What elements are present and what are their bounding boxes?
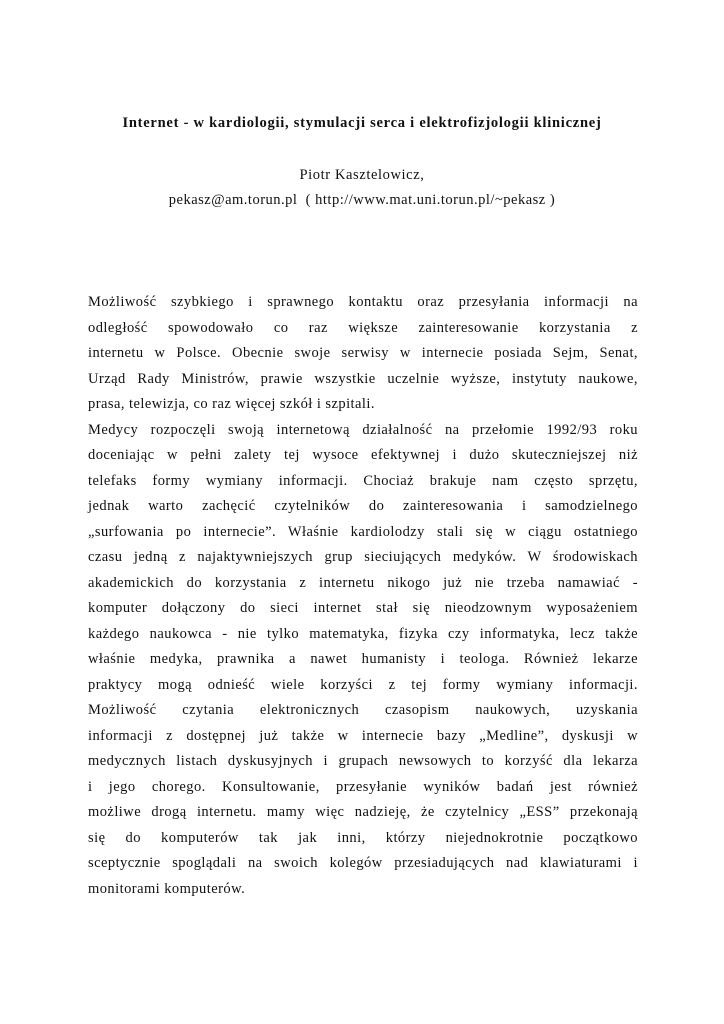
paragraph-line: medycznych listach dyskusyjnych i grupach newsowych to korzyść dla lekarza [88, 753, 638, 769]
paragraph-line: właśnie medyka, prawnika a nawet humanisty i teologa. Również lekarze [88, 651, 638, 667]
paragraph-1 [88, 290, 638, 418]
paragraph-line: doceniając w pełni zalety tej wysoce efektywnej i dużo skuteczniejszej niż [88, 447, 638, 463]
paragraph-line: akademickich do korzystania z internetu nikogo już nie trzeba namawiać - [88, 574, 638, 591]
paragraph-2 [88, 418, 638, 903]
paragraph-line: internetu w Polsce. Obecnie swoje serwisy w internecie posiada Sejm, Senat, [88, 345, 638, 361]
paragraph-line: monitorami komputerów. [88, 880, 246, 897]
paragraph-line: się do komputerów tak jak inni, którzy niejednokrotnie początkowo [88, 829, 638, 846]
paragraph-line: możliwe drogą internetu. mamy więc nadzieję, że czytelnicy „ESS” przekonają [88, 804, 638, 820]
paragraph-line: sceptycznie spoglądali na swoich kolegów przesiadujących nad klawiaturami i [88, 855, 638, 871]
paragraph-line: czasu jedną z najaktywniejszych grup sieciujących medyków. W środowiskach [88, 549, 638, 565]
paragraph-line: jednak warto zachęcić czytelników do zainteresowania i samodzielnego [88, 498, 638, 514]
paragraph-line: praktycy mogą odnieść wiele korzyści z tej formy wymiany informacji. [88, 676, 638, 693]
paragraph-line: Urząd Rady Ministrów, prawie wszystkie uczelnie wyższe, instytuty naukowe, [88, 370, 638, 387]
paragraph-line: każdego naukowca - nie tylko matematyka, fizyka czy informatyka, lecz także [88, 625, 638, 642]
paragraph-line: informacji z dostępnej już także w internecie bazy „Medline”, dyskusji w [88, 727, 638, 744]
document-title: Internet - w kardiologii, stymulacji serca i elektrofizjologii klinicznej [122, 115, 602, 131]
paragraph-line: odległość spowodowało co raz większe zainteresowanie korzystania z [88, 319, 638, 336]
paragraph-line: Możliwość szybkiego i sprawnego kontaktu oraz przesyłania informacji na [88, 294, 638, 310]
paragraph-line: prasa, telewizja, co raz więcej szkół i szpitali. [88, 396, 375, 412]
paragraph-line: „surfowania po internecie”. Właśnie kardiolodzy stali się w ciągu ostatniego [88, 523, 638, 540]
paragraph-line: telefaks formy wymiany informacji. Chociaż brakuje nam często sprzętu, [88, 472, 638, 489]
paragraph-line: komputer dołączony do sieci internet stał się nieodzownym wyposażeniem [88, 600, 638, 616]
author-contact: pekasz@am.torun.pl ( http://www.mat.uni.torun.pl/~pekasz ) [168, 192, 556, 208]
body-text [88, 290, 638, 902]
author-name: Piotr Kasztelowicz, [299, 167, 425, 183]
paragraph-line: i jego chorego. Konsultowanie, przesyłanie wyników badań jest również [88, 778, 638, 795]
paragraph-line: Możliwość czytania elektronicznych czasopism naukowych, uzyskania [88, 702, 638, 718]
paragraph-line: Medycy rozpoczęli swoją internetową działalność na przełomie 1992/93 roku [88, 421, 638, 438]
